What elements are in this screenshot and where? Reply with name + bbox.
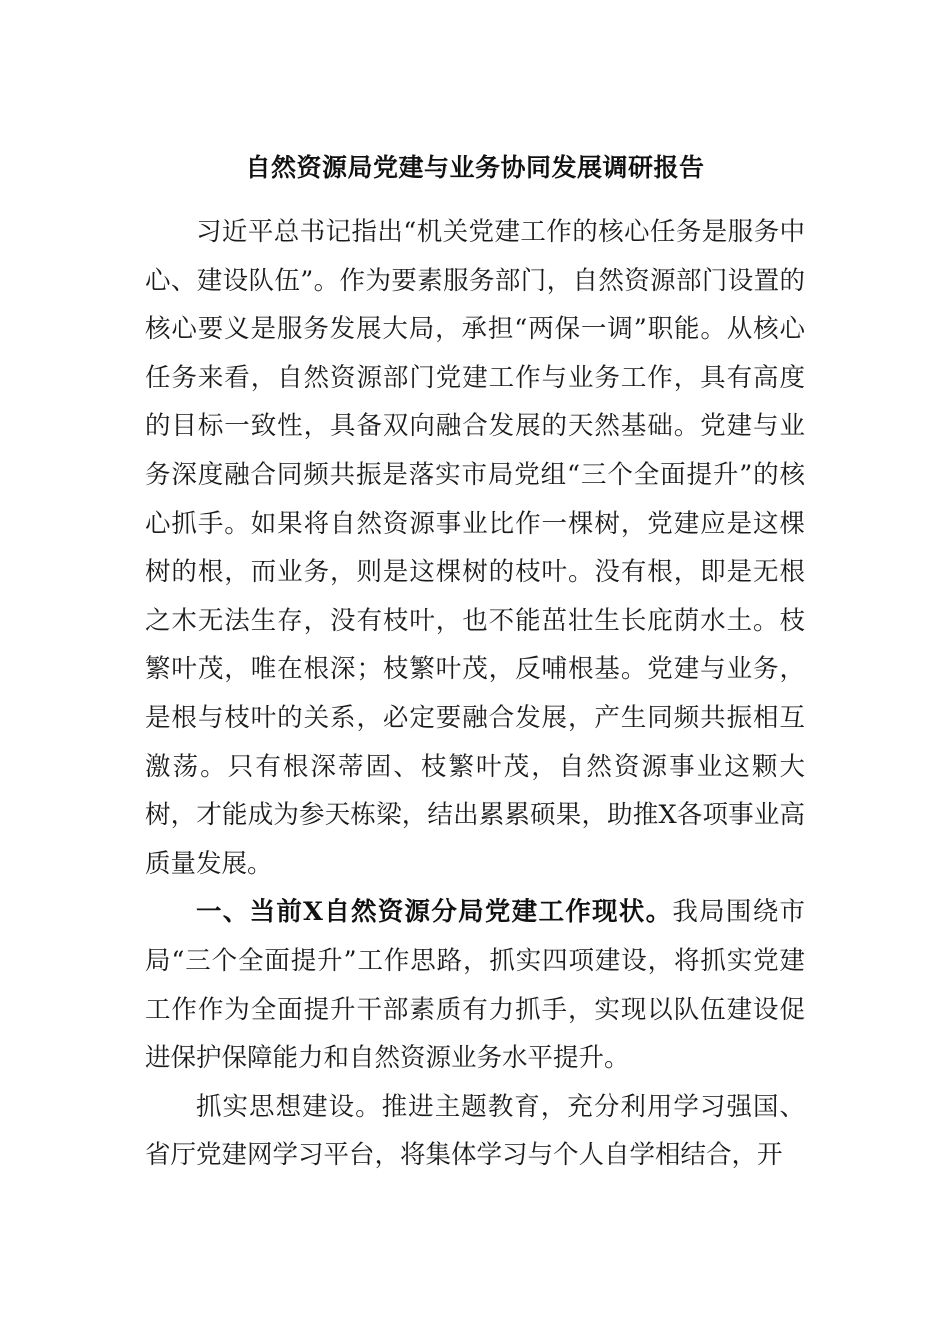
section-1-heading: 一、当前X自然资源分局党建工作现状。 [196,897,673,928]
ideology-paragraph: 抓实思想建设。推进主题教育，充分利用学习强国、省厅党建网学习平台，将集体学习与个人自学相结合，开 [145,1091,805,1171]
section-1-paragraph [145,888,805,1082]
intro-paragraph: 习近平总书记指出“机关党建工作的核心任务是服务中心、建设队伍”。作为要素服务部门，自然资源部门设置的核心要义是服务发展大局，承担“两保一调”职能。从核心任务来看，自然资源部门党建工作与业务工作，具有高度的目标一致性，具备双向融合发展的天然基础。党建与业务深度融合同频共振是落实市局党组“三个全面提升”的核心抓手。如果将自然资源事业比作一棵树，党建应是这棵树的根，而业务，则是这棵树的枝叶。没有根，即是无根之木无法生存，没有枝叶，也不能茁壮生长庇荫水土。枝繁叶茂，唯在根深；枝繁叶茂，反哺根基。党建与业务，是根与枝叶的关系，必定要融合发展，产生同频共振相互激荡。只有根深蒂固、枝繁叶茂，自然资源事业这颗大树，才能成为参天栋梁，结出累累硕果，助推X各项事业高质量发展。 [145,217,805,879]
section-1-text: 我局围绕市局“三个全面提升”工作思路，抓实四项建设，将抓实党建工作作为全面提升干部素质有力抓手，实现以队伍建设促进保护保障能力和自然资源业务水平提升。 [145,897,805,1074]
document-title: 自然资源局党建与业务协同发展调研报告 [245,153,705,182]
document-body [145,208,805,1180]
